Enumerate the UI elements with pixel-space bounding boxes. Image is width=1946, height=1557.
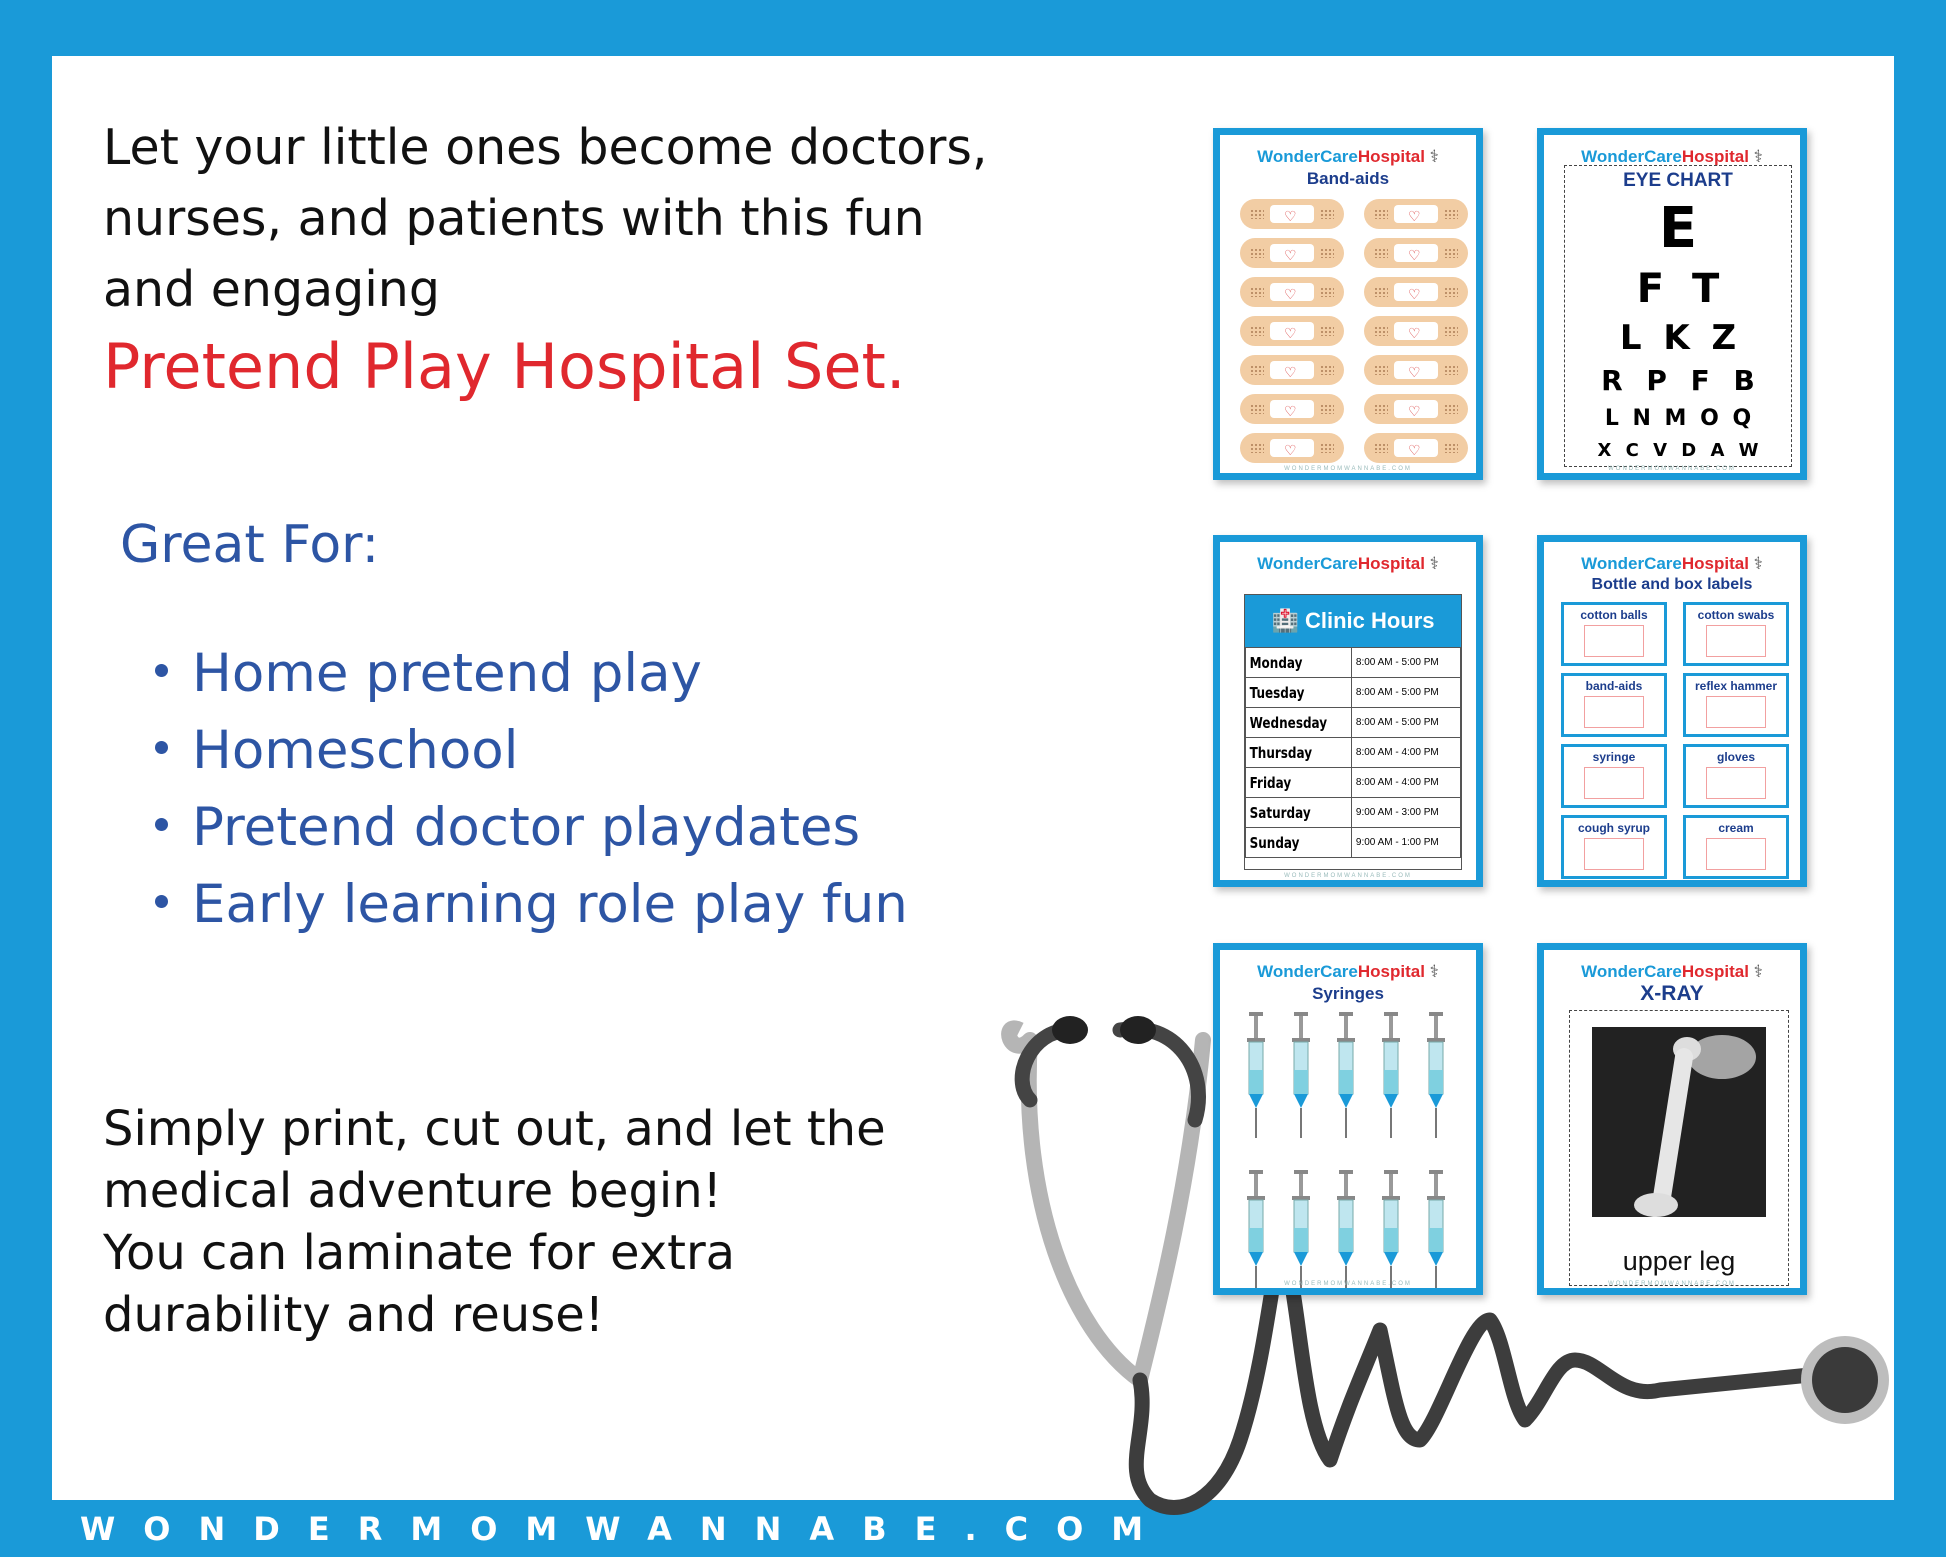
bandaid-icon: ♡ (1364, 433, 1468, 463)
bandaid-icon: ♡ (1240, 277, 1344, 307)
intro-line: and engaging (103, 261, 440, 318)
eye-row: L K Z (1619, 318, 1737, 358)
hours-cell: 8:00 AM - 4:00 PM (1351, 768, 1460, 798)
xray-frame (1569, 1010, 1789, 1286)
table-row (1246, 648, 1461, 678)
label-tile (1561, 602, 1667, 666)
intro-line: nurses, and patients with this fun (103, 190, 925, 247)
brand-wonder: WonderCare (1581, 554, 1682, 573)
bandaid-icon: ♡ (1240, 394, 1344, 424)
hospital-icon: 🏥 (1271, 608, 1305, 633)
day-cell: Monday (1246, 648, 1331, 678)
day-cell: Sunday (1246, 828, 1331, 858)
card-footer: WONDERMOMWANNABE.COM (1608, 466, 1736, 472)
label-name: syringe (1592, 750, 1636, 764)
syringe-icon (1336, 1170, 1356, 1295)
syringe-icon (1336, 1012, 1356, 1142)
clinic-hours-card (1213, 535, 1483, 887)
hours-cell: 9:00 AM - 3:00 PM (1351, 798, 1460, 828)
card-footer: WONDERMOMWANNABE.COM (1284, 466, 1412, 472)
syringe-icon (1381, 1170, 1401, 1295)
table-row (1246, 708, 1461, 738)
card-subtitle: Band-aids (1306, 169, 1390, 188)
great-for-title: Great For: (120, 515, 380, 575)
hours-cell: 8:00 AM - 5:00 PM (1351, 678, 1460, 708)
bandaid-icon: ♡ (1364, 199, 1468, 229)
hours-cell: 8:00 AM - 5:00 PM (1351, 648, 1460, 678)
card-footer: WONDERMOMWANNABE.COM (1284, 873, 1412, 879)
label-tile (1683, 602, 1789, 666)
table-row (1246, 738, 1461, 768)
table-row (1246, 828, 1461, 858)
brand-wonder: WonderCare (1257, 962, 1358, 981)
bandaid-icon: ♡ (1240, 355, 1344, 385)
label-image (1706, 767, 1766, 799)
eye-row: F T (1636, 266, 1720, 312)
brand-hospital: Hospital (1681, 554, 1749, 573)
label-image (1584, 625, 1644, 657)
day-cell: Wednesday (1246, 708, 1331, 738)
label-tile (1683, 744, 1789, 808)
syringe-icon (1291, 1012, 1311, 1142)
outro-line: You can laminate for extra (103, 1225, 736, 1281)
syringe-icon (1381, 1012, 1401, 1142)
syringe-icon (1246, 1170, 1266, 1295)
label-name: reflex hammer (1694, 679, 1778, 693)
outro-line: Simply print, cut out, and let the (103, 1101, 886, 1157)
brand-hospital: Hospital (1357, 554, 1425, 573)
card-footer: WONDERMOMWANNABE.COM (1608, 1281, 1736, 1287)
brand-wonder: WonderCare (1581, 147, 1682, 166)
list-item-label: Home pretend play (192, 643, 702, 704)
bandaid-icon: ♡ (1364, 355, 1468, 385)
hours-cell: 8:00 AM - 4:00 PM (1351, 738, 1460, 768)
xray-card (1537, 943, 1807, 1295)
label-tile (1683, 815, 1789, 879)
stethoscope-icon: ⚕ (1753, 554, 1763, 573)
table-row (1246, 678, 1461, 708)
syringe-icon (1246, 1012, 1266, 1142)
headline: Pretend Play Hospital Set. (103, 330, 906, 403)
card-brand (1220, 147, 1476, 167)
brand-hospital: Hospital (1357, 147, 1425, 166)
stethoscope-icon: ⚕ (1429, 554, 1439, 573)
brand-hospital: Hospital (1357, 962, 1425, 981)
eye-row: X C V D A W (1597, 440, 1759, 461)
day-cell: Tuesday (1246, 678, 1331, 708)
syringes-card (1213, 943, 1483, 1295)
bandaid-icon: ♡ (1364, 238, 1468, 268)
day-cell: Thursday (1246, 738, 1331, 768)
bandaid-icon: ♡ (1240, 238, 1344, 268)
xray-caption: upper leg (1622, 1246, 1736, 1276)
brand-wonder: WonderCare (1257, 554, 1358, 573)
label-tile (1683, 673, 1789, 737)
brand-wonder: WonderCare (1581, 962, 1682, 981)
clinic-title-text: Clinic Hours (1304, 608, 1435, 633)
label-tile (1561, 744, 1667, 808)
table-row (1246, 768, 1461, 798)
label-image (1584, 696, 1644, 728)
hours-cell: 8:00 AM - 5:00 PM (1351, 708, 1460, 738)
syringe-icon (1426, 1012, 1446, 1142)
bandaid-icon: ♡ (1240, 199, 1344, 229)
card-subtitle: Bottle and box labels (1591, 576, 1753, 593)
bandaid-icon: ♡ (1364, 394, 1468, 424)
bandaids-card (1213, 128, 1483, 480)
intro-line: Let your little ones become doctors, (103, 119, 988, 176)
clinic-hours-table (1244, 594, 1462, 870)
label-image (1584, 838, 1644, 870)
card-subtitle: Syringes (1312, 984, 1384, 1003)
eye-row: R P F B (1601, 364, 1755, 397)
labels-card (1537, 535, 1807, 887)
card-brand (1544, 962, 1800, 982)
day-cell: Saturday (1246, 798, 1331, 828)
eye-row: E (1658, 196, 1698, 261)
table-row (1246, 798, 1461, 828)
label-tile (1561, 673, 1667, 737)
bandaid-icon: ♡ (1240, 316, 1344, 346)
outro-line: durability and reuse! (103, 1287, 604, 1343)
bandaid-icon: ♡ (1364, 316, 1468, 346)
hours-cell: 9:00 AM - 1:00 PM (1351, 828, 1460, 858)
list-item-label: Pretend doctor playdates (192, 797, 861, 858)
label-image (1584, 767, 1644, 799)
bandaid-icon: ♡ (1240, 433, 1344, 463)
label-name: cream (1718, 821, 1754, 835)
clinic-hours-title (1245, 595, 1461, 647)
label-name: cough syrup (1577, 821, 1650, 835)
label-image (1706, 625, 1766, 657)
syringe-icon (1291, 1170, 1311, 1295)
label-name: band-aids (1585, 679, 1643, 693)
label-image (1706, 838, 1766, 870)
stethoscope-icon: ⚕ (1753, 147, 1763, 166)
label-tile (1561, 815, 1667, 879)
card-footer: WONDERMOMWANNABE.COM (1284, 1281, 1412, 1287)
day-cell: Friday (1246, 768, 1331, 798)
card-brand (1220, 554, 1476, 574)
brand-wonder: WonderCare (1257, 147, 1358, 166)
femur-bone-icon (1592, 1027, 1766, 1217)
card-brand (1220, 962, 1476, 982)
bandaid-icon: ♡ (1364, 277, 1468, 307)
stethoscope-icon: ⚕ (1429, 962, 1439, 981)
eye-chart (1564, 165, 1792, 467)
card-brand (1544, 147, 1800, 167)
label-image (1706, 696, 1766, 728)
list-item-label: Early learning role play fun (192, 874, 908, 935)
list-item-label: Homeschool (192, 720, 519, 781)
label-name: gloves (1716, 750, 1755, 764)
site-footer: WONDERMOMWANNABE.COM (80, 1510, 1172, 1548)
label-name: cotton swabs (1697, 608, 1775, 622)
stethoscope-icon: ⚕ (1753, 962, 1763, 981)
syringe-icon (1426, 1170, 1446, 1295)
brand-hospital: Hospital (1681, 962, 1749, 981)
brand-hospital: Hospital (1681, 147, 1749, 166)
outro-line: medical adventure begin! (103, 1163, 722, 1219)
label-name: cotton balls (1580, 608, 1648, 622)
xray-image (1592, 1027, 1766, 1217)
eye-chart-title: EYE CHART (1623, 170, 1733, 191)
eye-row: L N M O Q (1604, 406, 1752, 431)
card-subtitle: X-RAY (1640, 982, 1704, 1005)
stethoscope-icon: ⚕ (1429, 147, 1439, 166)
card-brand (1544, 554, 1800, 574)
eye-chart-card (1537, 128, 1807, 480)
hours-table (1245, 647, 1461, 858)
